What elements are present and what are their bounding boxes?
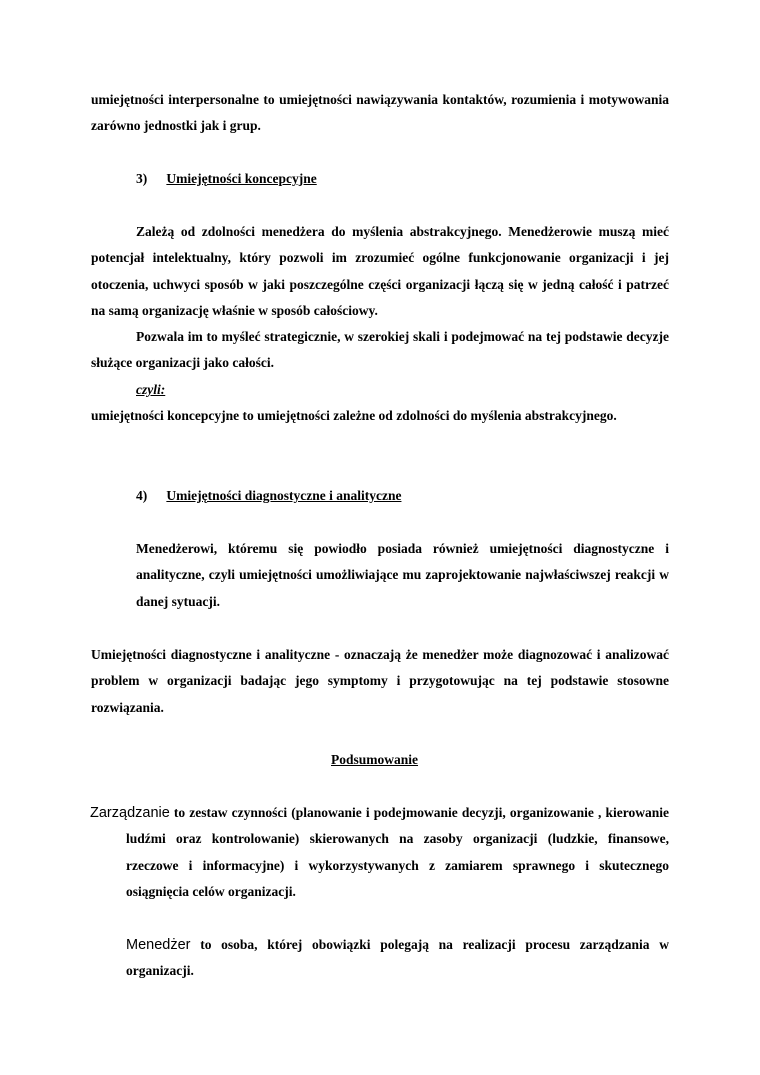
section-3-heading [136,166,317,192]
summary-title-text: Podsumowanie [331,752,419,767]
summary-title [331,747,418,773]
section-4-number: 4) [136,488,148,503]
definition-zarzadzanie [90,800,669,906]
section-4-title: Umiejętności diagnostyczne i analityczne [166,488,402,503]
czyli-text: czyli: [136,382,166,397]
definition-2-term: Menedżer [126,937,191,953]
section-3-paragraph-2: Pozwala im to myśleć strategicznie, w szerokiej skali i podejmować na tej podstawie decyzje służące organizacji jako całości. [91,329,669,371]
definition-menedzer [126,932,669,985]
czyli-label [136,377,165,403]
section-4-paragraph-2: Umiejętności diagnostyczne i analityczne - oznaczają że menedżer może diagnozować i analizować problem w organizacji badając jego symptomy i przygotowując na tej podstawie stosowne rozwiązania. [91,647,669,715]
continuation-paragraph: umiejętności interpersonalne to umiejętności nawiązywania kontaktów, rozumienia i motywowania zarówno jednostki jak i grup. [91,92,669,134]
section-3-title: Umiejętności koncepcyjne [166,171,317,186]
section-3-paragraph-1: Zależą od zdolności menedżera do myślenia abstrakcyjnego. Menedżerowie muszą mieć potencjał intelektualny, który pozwoli im zrozumieć ogólne funkcjonowanie organizacji i jej otoczenia, uchwyci sposób w jaki poszczególne części organizacji łączą się w jedną całość i patrzeć na samą organizację właśnie w sposób całościowy. [91,224,669,319]
definition-2-text: to osoba, której obowiązki polegają na realizacji procesu zarządzania w organizacji. [126,937,669,979]
definition-1-text: to zestaw czynności (planowanie i podejmowanie decyzji, organizowanie , kierowanie ludźmi oraz kontrolowanie) skierowanych na zasoby organizacji (ludzkie, finansowe, rzeczowe i informacyjne) i wykorzystywanych z zamiarem sprawnego i skutecznego osiągnięcia celów organizacji. [126,805,669,900]
section-3-number: 3) [136,171,148,186]
section-4-paragraph-1: Menedżerowi, któremu się powiodło posiada również umiejętności diagnostyczne i analityczne, czyli umiejętności umożliwiające mu zaprojektowanie najwłaściwszej reakcji w danej sytuacji. [136,541,669,609]
section-3-summary: umiejętności koncepcyjne to umiejętności zależne od zdolności do myślenia abstrakcyjnego. [91,408,617,423]
definition-1-term: Zarządzanie [90,805,170,821]
section-4-heading [136,483,401,509]
